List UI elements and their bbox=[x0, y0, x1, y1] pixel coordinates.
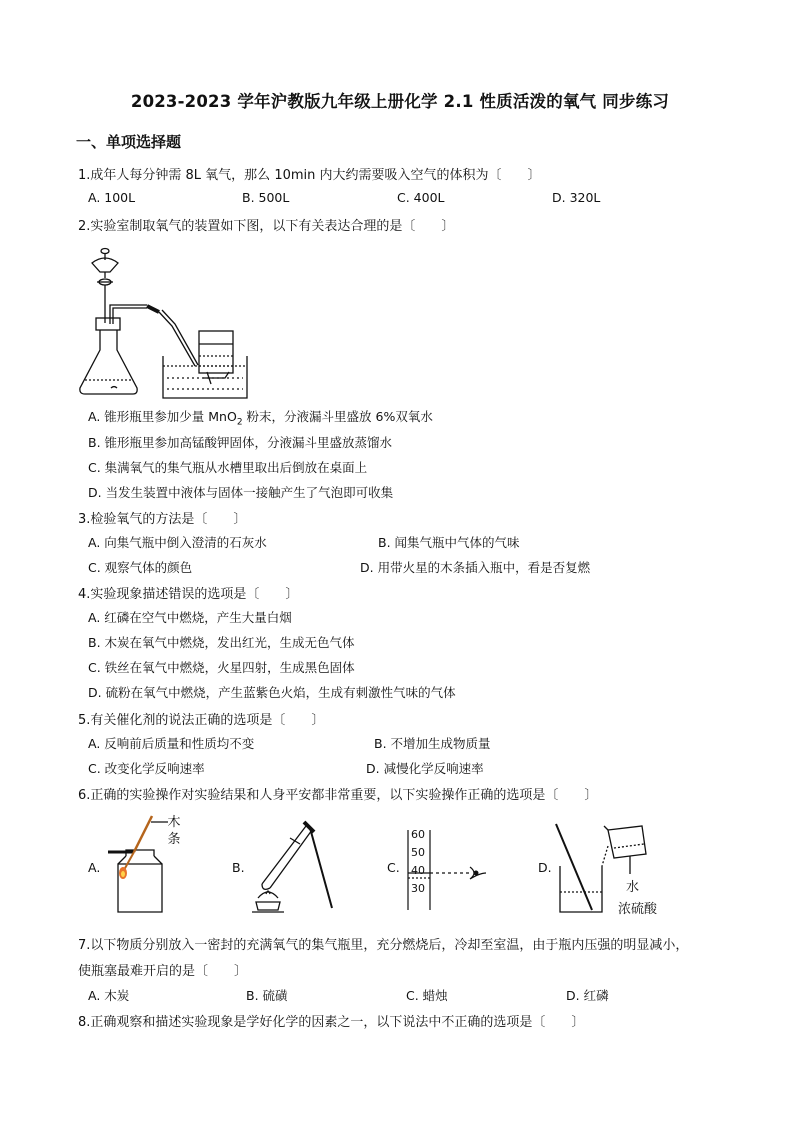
q2-option-a bbox=[88, 407, 433, 428]
q2-option-b: B. 锥形瓶里参加高锰酸钾固体，分液漏斗里盛放蒸馏水 bbox=[88, 435, 393, 450]
section-heading: 一、单项选择题 bbox=[76, 133, 182, 151]
q2-option-d: D. 当发生装置中液体与固体一接触产生了气泡即可收集 bbox=[88, 485, 394, 500]
q3-option-b: B. 闻集气瓶中气体的气味 bbox=[378, 535, 520, 550]
q6-figure-label-c: C. bbox=[387, 860, 400, 875]
page-title: 2023-2023 学年沪教版九年级上册化学 2.1 性质活泼的氧气 同步练习 bbox=[130, 92, 670, 111]
q6-fig-a-text-1: 木 bbox=[167, 815, 181, 830]
q6-fig-c-tick-40: 40 bbox=[411, 864, 425, 877]
q3-option-a: A. 向集气瓶中倒入澄清的石灰水 bbox=[88, 535, 267, 550]
q2-option-a-tail: 粉末，分液漏斗里盛放 6%双氧水 bbox=[242, 409, 433, 424]
q7-option-b: B. 硫磺 bbox=[246, 988, 288, 1003]
q5-option-b: B. 不增加生成物质量 bbox=[374, 736, 491, 751]
question-7-stem-line2: 使瓶塞最难开启的是〔 〕 bbox=[78, 964, 248, 979]
q6-fig-c-ticks bbox=[411, 826, 425, 898]
q5-option-d: D. 减慢化学反响速率 bbox=[366, 761, 484, 776]
q7-option-d: D. 红磷 bbox=[566, 988, 609, 1003]
q4-option-c: C. 铁丝在氧气中燃烧，火星四射，生成黑色固体 bbox=[88, 660, 355, 675]
q6-figure-label-d: D. bbox=[538, 860, 552, 875]
q6-fig-a-text-2: 条 bbox=[167, 832, 181, 847]
q7-option-c: C. 蜡烛 bbox=[406, 988, 448, 1003]
question-4-stem: 4.实验现象描述错误的选项是〔 〕 bbox=[78, 587, 299, 602]
question-2-stem: 2.实验室制取氧气的装置如下图，以下有关表达合理的是〔 〕 bbox=[78, 219, 455, 234]
q2-option-a-text: A. 锥形瓶里参加少量 MnO bbox=[88, 409, 237, 424]
q6-figure-b-test-tube-heating bbox=[248, 816, 338, 916]
question-8-stem: 8.正确观察和描述实验现象是学好化学的因素之一，以下说法中不正确的选项是〔 〕 bbox=[78, 1015, 585, 1030]
q4-option-d: D. 硫粉在氧气中燃烧，产生蓝紫色火焰，生成有刺激性气味的气体 bbox=[88, 685, 456, 700]
q5-option-c: C. 改变化学反响速率 bbox=[88, 761, 205, 776]
q6-figure-label-b: B. bbox=[232, 860, 245, 875]
q6-fig-d-water-label: 水 bbox=[626, 880, 640, 895]
q6-figure-label-a: A. bbox=[88, 860, 101, 875]
q1-option-a: A. 100L bbox=[88, 190, 136, 205]
q3-option-c: C. 观察气体的颜色 bbox=[88, 560, 193, 575]
q3-option-d: D. 用带火星的木条插入瓶中，看是否复燃 bbox=[360, 560, 591, 575]
q2-option-a-subscript: 2 bbox=[236, 417, 243, 428]
q1-option-b: B. 500L bbox=[242, 190, 290, 205]
q1-option-d: D. 320L bbox=[552, 190, 601, 205]
q2-option-c: C. 集满氧气的集气瓶从水槽里取出后倒放在桌面上 bbox=[88, 460, 368, 475]
q5-option-a: A. 反响前后质量和性质均不变 bbox=[88, 736, 255, 751]
q4-option-a: A. 红磷在空气中燃烧，产生大量白烟 bbox=[88, 610, 292, 625]
q6-fig-c-tick-60: 60 bbox=[411, 828, 425, 841]
q7-option-a: A. 木炭 bbox=[88, 988, 130, 1003]
question-1-stem: 1.成年人每分钟需 8L 氧气，那么 10min 内大约需要吸入空气的体积为〔 〕 bbox=[78, 168, 541, 183]
q6-fig-c-tick-30: 30 bbox=[411, 882, 425, 895]
oxygen-apparatus-figure bbox=[75, 238, 255, 400]
question-5-stem: 5.有关催化剂的说法正确的选项是〔 〕 bbox=[78, 713, 325, 728]
q4-option-b: B. 木炭在氧气中燃烧，发出红光，生成无色气体 bbox=[88, 635, 355, 650]
q6-fig-c-tick-50: 50 bbox=[411, 846, 425, 859]
q6-fig-d-acid-label: 浓硫酸 bbox=[618, 902, 658, 917]
question-7-stem-line1: 7.以下物质分别放入一密封的充满氧气的集气瓶里，充分燃烧后，冷却至室温，由于瓶内压强的明显减小， bbox=[78, 938, 689, 953]
q6-figure-a-label bbox=[166, 814, 182, 848]
question-6-stem: 6.正确的实验操作对实验结果和人身平安都非常重要，以下实验操作正确的选项是〔 〕 bbox=[78, 788, 598, 803]
question-3-stem: 3.检验氧气的方法是〔 〕 bbox=[78, 512, 247, 527]
q1-option-c: C. 400L bbox=[397, 190, 445, 205]
